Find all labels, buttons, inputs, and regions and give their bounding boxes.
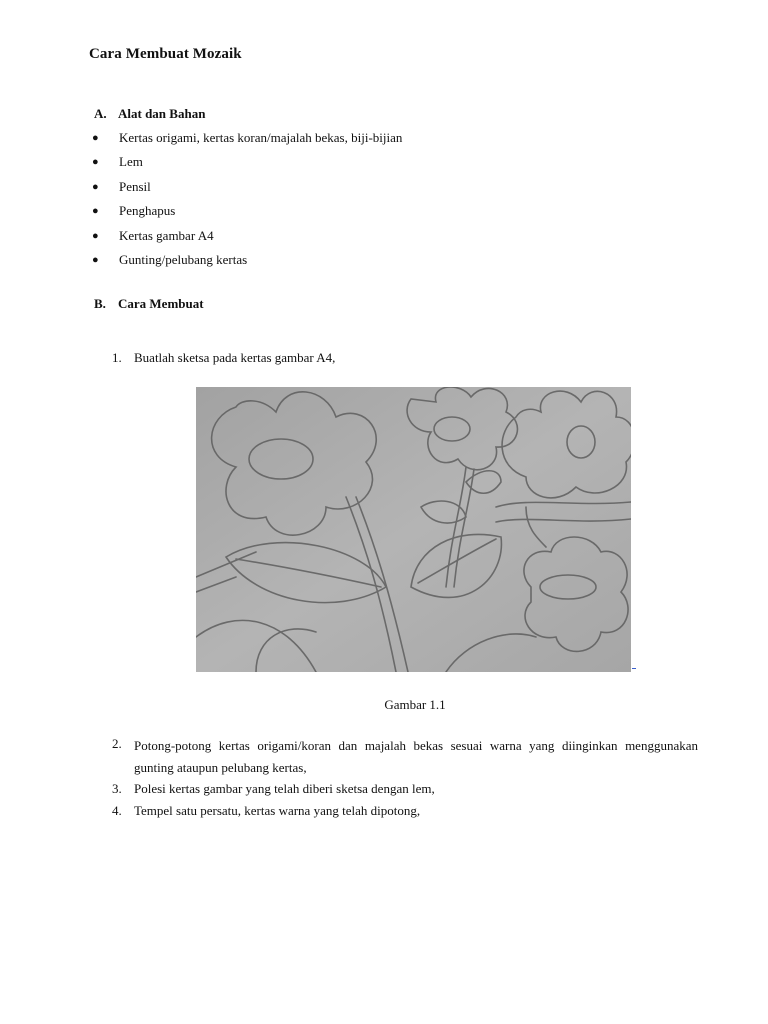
- bullet-icon: ●: [92, 132, 99, 144]
- section-b-letter: B.: [94, 296, 106, 311]
- list-item-text: Kertas gambar A4: [119, 227, 214, 243]
- list-item-text: Penghapus: [119, 203, 176, 219]
- sketch-figure: [196, 387, 631, 672]
- section-b-title: Cara Membuat: [118, 296, 204, 311]
- section-a-title: Alat dan Bahan: [118, 106, 206, 121]
- list-item-text: Gunting/pelubang kertas: [119, 251, 248, 267]
- step-number: 3.: [112, 781, 122, 796]
- bullet-icon: ●: [92, 205, 99, 218]
- step-number: 2.: [112, 736, 122, 751]
- page-title: Cara Membuat Mozaik: [89, 46, 242, 62]
- step-text: Polesi kertas gambar yang telah diberi sketsa dengan lem,: [134, 781, 435, 796]
- section-b-heading: [94, 296, 204, 312]
- figure-caption: Gambar 1.1: [384, 697, 446, 712]
- list-item-text: Lem: [119, 154, 143, 170]
- list-item-text: Kertas origami, kertas koran/majalah bekas, biji-bijian: [119, 130, 403, 145]
- step-item: [112, 802, 698, 820]
- section-a-heading: [94, 106, 205, 122]
- section-a-letter: A.: [94, 106, 107, 121]
- list-item-text: Pensil: [119, 178, 151, 194]
- step-item: [112, 349, 698, 367]
- step-text: Buatlah sketsa pada kertas gambar A4,: [134, 350, 336, 365]
- pencil-flower-sketch-icon: [196, 387, 631, 672]
- step-item: [112, 735, 698, 779]
- step-text: Tempel satu persatu, kertas warna yang telah dipotong,: [134, 803, 421, 818]
- bullet-icon: ●: [92, 180, 99, 193]
- bullet-icon: ●: [92, 253, 99, 266]
- step-text: Potong-potong kertas origami/koran dan majalah bekas sesuai warna yang diinginkan menggunakan gunting ataupun pelubang kertas,: [134, 738, 698, 775]
- step-number: 4.: [112, 803, 122, 818]
- step-number: 1.: [112, 350, 122, 365]
- figure-corner-mark: [632, 668, 636, 669]
- step-item: [112, 780, 698, 798]
- bullet-icon: ●: [92, 229, 99, 242]
- bullet-icon: ●: [92, 156, 99, 169]
